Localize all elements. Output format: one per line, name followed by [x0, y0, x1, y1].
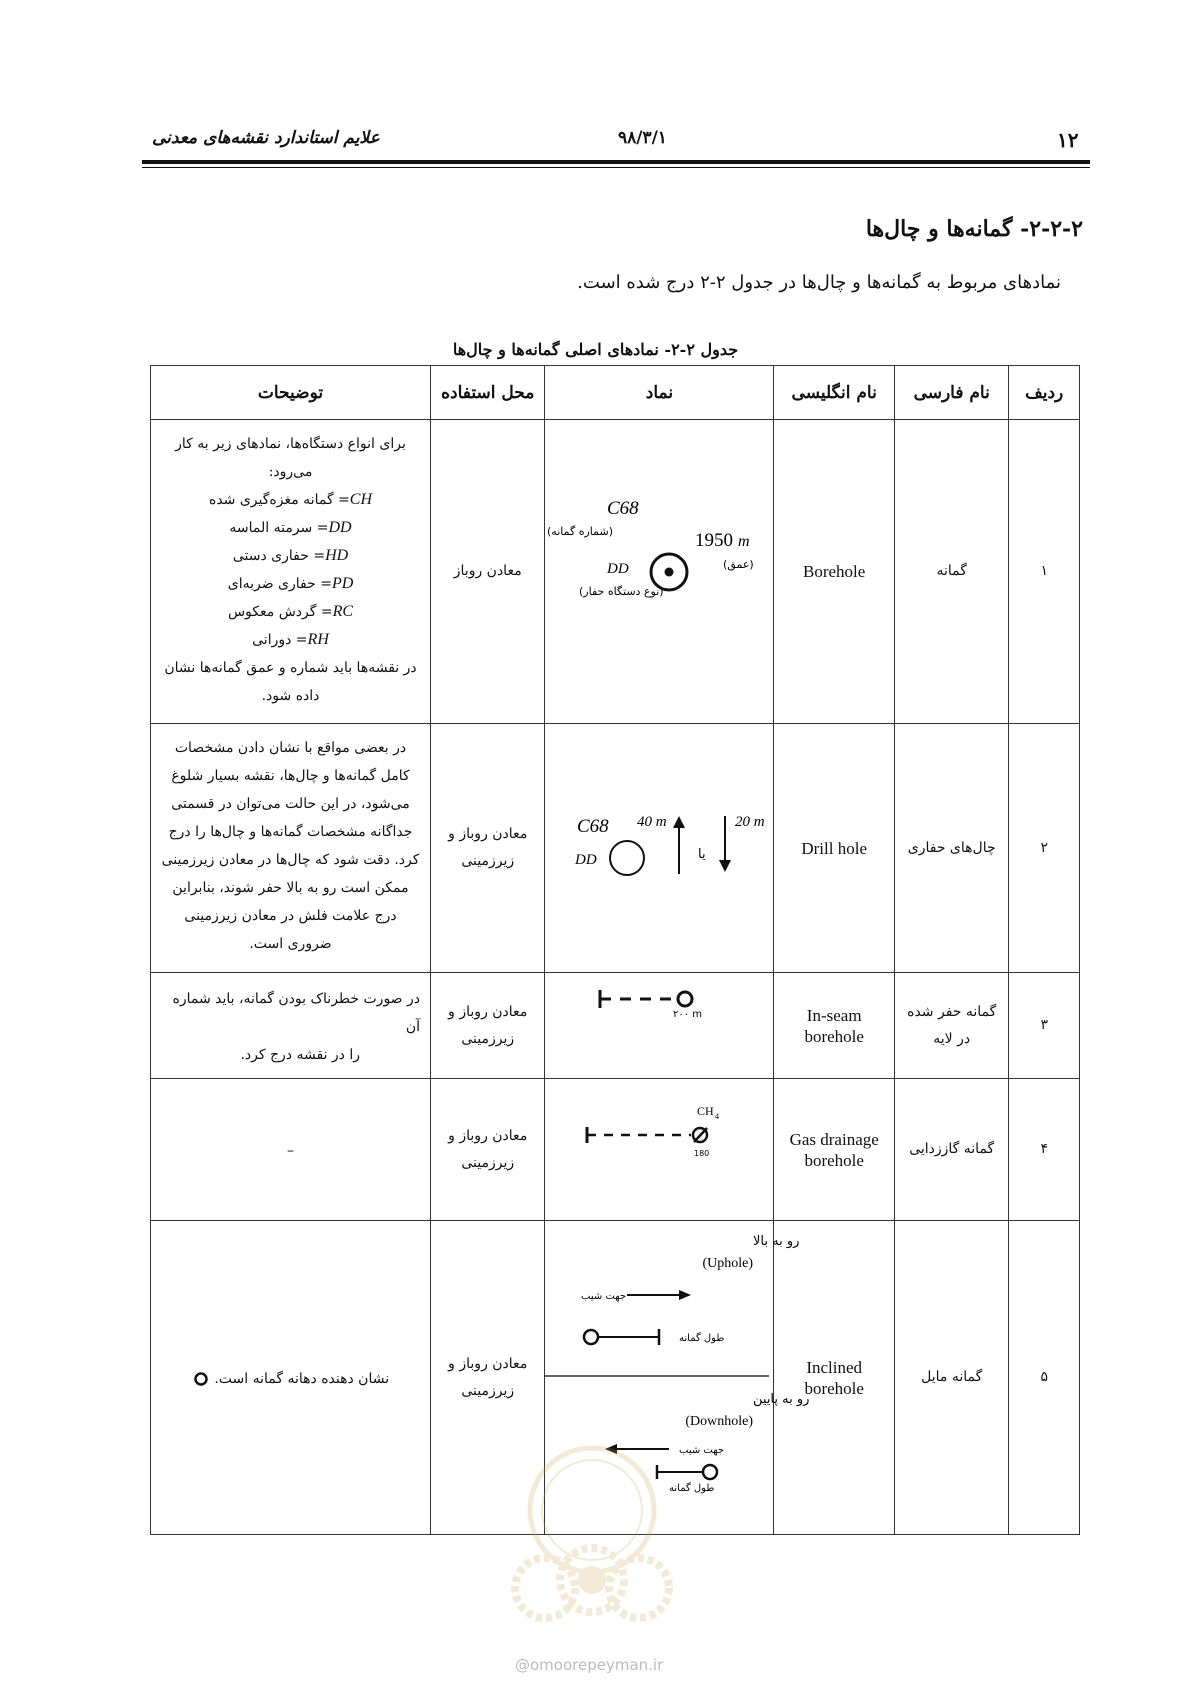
row2-usage-line2: زیرزمینی: [461, 853, 515, 869]
watermark-logo-icon: [497, 1440, 687, 1630]
row3-usage: [431, 973, 545, 1079]
borehole-symbol: [545, 420, 769, 723]
drill-hole-up-depth-label: 40 m: [637, 814, 668, 830]
row1-desc-item: RC= گردش معکوس: [227, 603, 354, 620]
borehole-type-note: (نوع دستگاه حفار): [579, 585, 665, 598]
row1-desc-item: RH= دورانی: [252, 631, 329, 648]
in-seam-depth-label: ۲۰۰ m: [673, 1009, 703, 1020]
row4-english-name: [774, 1079, 895, 1221]
row2-english-name: Drill hole: [774, 724, 895, 973]
row5-description: [151, 1221, 431, 1535]
row3-desc-line1: در صورت خطرناک بودن گمانه، باید شماره آن: [172, 990, 421, 1035]
row2-persian-name: چال‌های حفاری: [894, 724, 1008, 973]
in-seam-borehole-symbol: [545, 973, 769, 1078]
downhole-length-label: طول گمانه: [669, 1483, 715, 1494]
borehole-type-label: DD: [607, 561, 630, 577]
row1-desc-item: HD= حفاری دستی: [232, 547, 349, 564]
table-row: [151, 973, 1080, 1079]
row4-number: ۴: [1009, 1079, 1080, 1221]
row3-persian-line1: گمانه حفر شده: [907, 1003, 997, 1020]
row1-desc-item: CH= گمانه مغزه‌گیری شده: [208, 491, 373, 508]
row3-desc-line2: را در نقشه درج کرد.: [240, 1046, 361, 1063]
bottom-circle-icon: [678, 992, 692, 1006]
gas-formula-label: CH: [697, 1104, 715, 1118]
intro-paragraph: نمادهای مربوط به گمانه‌ها و چال‌ها در جدول ۲-۲ درج شده است.: [577, 272, 1061, 293]
borehole-depth-unit: m: [738, 533, 751, 550]
row5-english-line2: borehole: [804, 1378, 864, 1398]
running-header-date: ۹۸/۳/۱: [618, 128, 667, 148]
row5-usage-line2: زیرزمینی: [461, 1382, 515, 1399]
row4-usage: [431, 1079, 545, 1221]
downhole-collar-circle-icon: [703, 1465, 717, 1479]
drill-hole-number-label: C68: [577, 816, 610, 837]
downhole-en-label: (Downhole): [685, 1414, 754, 1429]
header-description: توضیحات: [151, 366, 431, 420]
running-header-title: علایم استاندارد نقشه‌های معدنی: [152, 128, 380, 148]
row2-usage: [431, 724, 545, 973]
borehole-number-label: C68: [607, 498, 640, 519]
borehole-depth-label: 1950: [695, 530, 734, 551]
row5-english-name: [774, 1221, 895, 1535]
header-persian-name: نام فارسی: [894, 366, 1008, 420]
row2-symbol: [545, 724, 774, 973]
header-usage: محل استفاده: [431, 366, 545, 420]
header-rule-thin: [142, 167, 1090, 168]
row3-usage-line1: معادن روباز و: [448, 1003, 528, 1020]
row1-description: [151, 420, 431, 724]
gas-formula-subscript: 4: [715, 1112, 720, 1121]
gas-drainage-symbol: [545, 1079, 769, 1220]
up-arrow-icon: [673, 816, 685, 828]
row3-number: ۳: [1009, 973, 1080, 1079]
header-row-number: ردیف: [1009, 366, 1080, 420]
row1-desc-item: DD= سرمته الماسه: [229, 519, 352, 536]
drill-hole-symbol: [545, 724, 769, 972]
uphole-dip-arrow-icon: [679, 1290, 691, 1300]
header-rule-thick: [142, 160, 1090, 164]
uphole-dip-label: جهت شیب: [581, 1291, 627, 1302]
row5-english-line1: Inclined: [806, 1357, 863, 1377]
row5-desc-text: نشان دهنده دهانه گمانه است.: [214, 1370, 390, 1387]
section-title: ۲-۲-۲- گمانه‌ها و چال‌ها: [865, 216, 1083, 242]
row2-usage-line1: معادن روباز و: [448, 826, 528, 842]
row1-desc-item: PD= حفاری ضربه‌ای: [227, 575, 354, 592]
uphole-en-label: (Uphole): [702, 1256, 754, 1271]
downhole-dip-label: جهت شیب: [679, 1445, 725, 1456]
table-caption: جدول ۲-۲- نمادهای اصلی گمانه‌ها و چال‌ها: [452, 340, 739, 359]
row1-symbol: [545, 420, 774, 724]
drill-hole-down-depth-label: 20 m: [735, 814, 766, 830]
row1-number: ۱: [1009, 420, 1080, 724]
row3-symbol: [545, 973, 774, 1079]
drill-hole-or-label: یا: [698, 847, 707, 862]
table-header-row: [151, 366, 1080, 420]
row3-english-name: [774, 973, 895, 1079]
row3-persian-name: [894, 973, 1008, 1079]
page-number: ۱۲: [1057, 128, 1079, 152]
row4-symbol: [545, 1079, 774, 1221]
row1-usage: معادن روباز: [431, 420, 545, 724]
row5-number: ۵: [1009, 1221, 1080, 1535]
row1-persian-name: گمانه: [894, 420, 1008, 724]
symbols-table: [150, 365, 1080, 1535]
table-row: [151, 420, 1080, 724]
table-row: [151, 724, 1080, 973]
row3-english-line2: borehole: [804, 1026, 864, 1046]
down-arrow-icon: [719, 860, 731, 872]
borehole-number-note: (شماره گمانه): [547, 525, 614, 538]
downhole-fa-label: رو به پایین: [753, 1392, 810, 1407]
row5-persian-name: گمانه مایل: [894, 1221, 1008, 1535]
row2-number: ۲: [1009, 724, 1080, 973]
drill-hole-circle-icon: [610, 841, 644, 875]
row4-persian-name: گمانه گاززدایی: [894, 1079, 1008, 1221]
row4-usage-line2: زیرزمینی: [461, 1154, 515, 1171]
row4-english-line2: borehole: [804, 1150, 864, 1170]
borehole-depth-note: (عمق): [723, 558, 755, 571]
row2-description: در بعضی مواقع با نشان دادن مشخصات کامل گمانه‌ها و چال‌ها، نقشه بسیار شلوغ می‌شود، در این حالت می‌توان در قسمتی جداگانه مشخصات گمانه‌ها و چال‌ها را درج کرد. دقت شود که چال‌ها در معادن زیرزمینی ممکن است رو به بالا حفر شوند، بنابراین درج علامت فلش در معادن زیرزمینی ضروری است.: [151, 724, 431, 973]
header-symbol: نماد: [545, 366, 774, 420]
row4-usage-line1: معادن روباز و: [448, 1127, 528, 1144]
collar-circle-icon: [192, 1371, 210, 1387]
gas-drainage-number-label: 180: [694, 1149, 710, 1158]
uphole-length-label: طول گمانه: [679, 1333, 725, 1344]
header-english-name: نام انگلیسی: [774, 366, 895, 420]
row4-description: –: [151, 1079, 431, 1221]
table-row: [151, 1079, 1080, 1221]
uphole-collar-circle-icon: [584, 1330, 598, 1344]
row4-english-line1: Gas drainage: [789, 1129, 879, 1149]
watermark-url: @omoorepeyman.ir: [515, 1656, 664, 1674]
drill-hole-type-label: DD: [575, 852, 598, 868]
row1-desc-intro: برای انواع دستگاه‌ها، نمادهای زیر به کار می‌رود:: [175, 436, 406, 480]
row3-usage-line2: زیرزمینی: [461, 1030, 515, 1047]
row3-description: [151, 973, 431, 1079]
uphole-fa-label: رو به بالا: [753, 1234, 800, 1249]
row1-english-name: Borehole: [774, 420, 895, 724]
row3-english-line1: In-seam: [806, 1005, 862, 1025]
row1-desc-outro: در نقشه‌ها باید شماره و عمق گمانه‌ها نشان داده شود.: [164, 660, 417, 704]
row5-usage-line1: معادن روباز و: [448, 1355, 528, 1372]
borehole-center-dot-icon: [665, 568, 674, 577]
row3-persian-line2: در لایه: [933, 1030, 971, 1047]
